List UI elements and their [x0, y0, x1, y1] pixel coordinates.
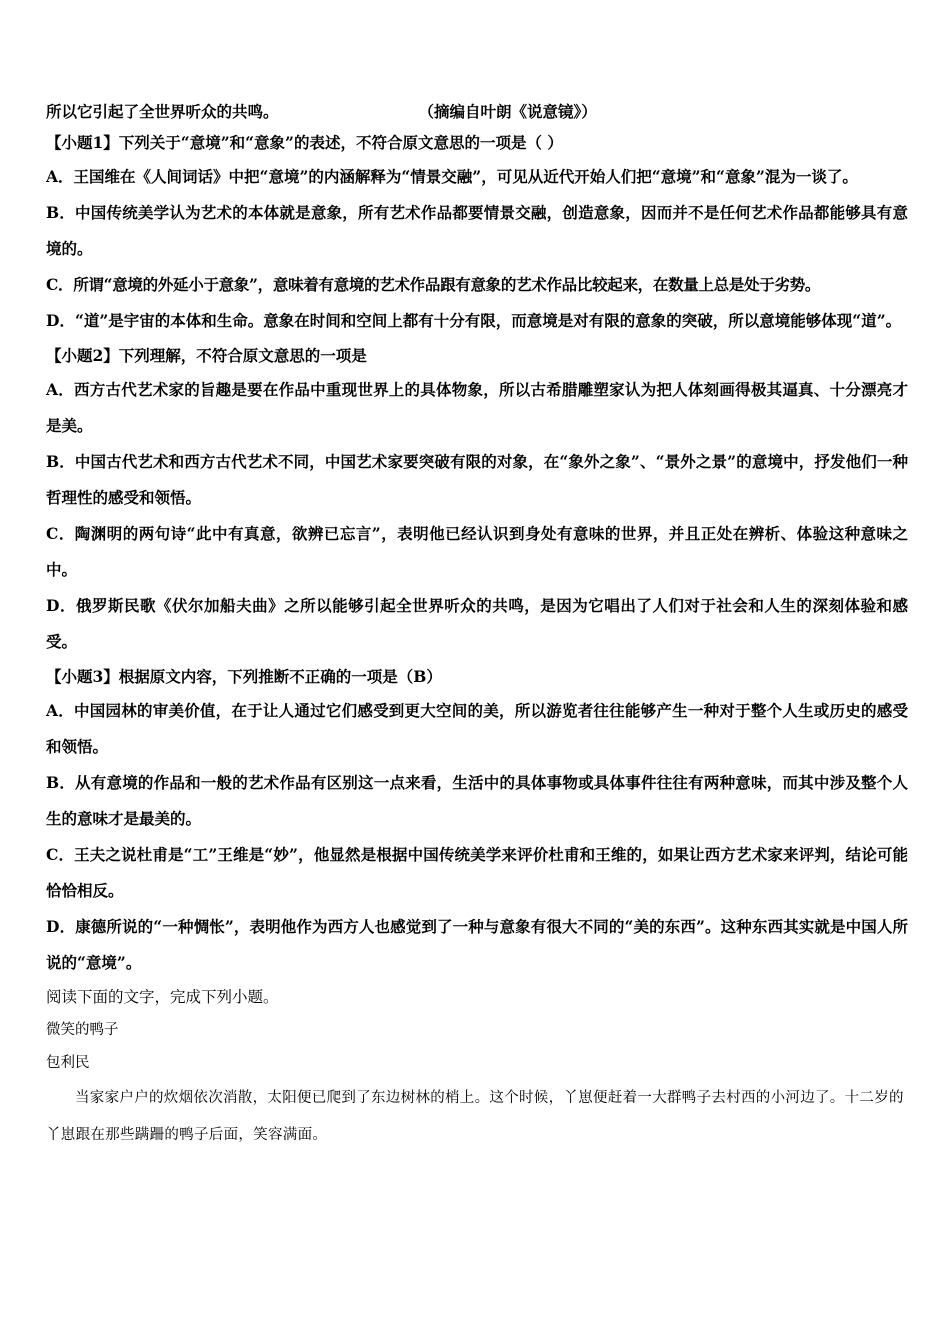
question-2-option-a: A．西方古代艺术家的旨趣是要在作品中重现世界上的具体物象，所以古希腊雕塑家认为把人体刻画得极其逼真、十分漂亮才是美。 [46, 380, 908, 435]
question-3-option-b: B．从有意境的作品和一般的艺术作品有区别这一点来看，生活中的具体事物或具体事件往往有两种意味，而其中涉及整个人生的意味才是最美的。 [46, 773, 908, 828]
question-3-stem: 【小题3】根据原文内容，下列推断不正确的一项是（B） [46, 667, 442, 686]
question-3-option-c: C．王夫之说杜甫是“工”王维是“妙”，他显然是根据中国传统美学来评价杜甫和王维的，如果让西方艺术家来评判，结论可能恰恰相反。 [46, 845, 908, 900]
question-1-option-b: B．中国传统美学认为艺术的本体就是意象，所有艺术作品都要情景交融，创造意象，因而并不是任何艺术作品都能够具有意境的。 [46, 203, 908, 258]
intro-closing-text: 所以它引起了全世界听众的共鸣。 [46, 102, 279, 121]
question-3-option-a: A．中国园林的审美价值，在于让人通过它们感受到更大空间的美，所以游览者往往能够产生一种对于整个人生或历史的感受和领悟。 [46, 701, 908, 756]
question-2-option-b: B．中国古代艺术和西方古代艺术不同，中国艺术家要突破有限的对象，在“象外之象”、“景外之景”的意境中，抒发他们一种哲理性的感受和领悟。 [46, 452, 908, 507]
question-1-option-d: D．“道”是宇宙的本体和生命。意象在时间和空间上都有十分有限，而意境是对有限的意象的突破，所以意境能够体现“道”。 [46, 311, 902, 330]
source-citation: （摘编自叶朗《说意镜》） [418, 102, 597, 121]
question-2-option-d: D．俄罗斯民歌《伏尔加船夫曲》之所以能够引起全世界听众的共鸣，是因为它唱出了人们对于社会和人生的深刻体验和感受。 [46, 596, 908, 651]
question-2-option-c: C．陶渊明的两句诗“此中有真意，欲辨已忘言”，表明他已经认识到身处有意味的世界，并且正处在辨析、体验这种意味之中。 [46, 524, 908, 579]
reading-instruction: 阅读下面的文字，完成下列小题。 [46, 988, 279, 1006]
passage-paragraph: 当家家户户的炊烟依次消散，太阳便已爬到了东边树林的梢上。这个时候，丫崽便赶着一大群鸭子去村西的小河边了。十二岁的丫崽跟在那些蹒跚的鸭子后面，笑容满面。 [46, 1090, 904, 1143]
question-1-option-a: A．王国维在《人间词话》中把“意境”的内涵解释为“情景交融”，可见从近代开始人们把“意境”和“意象”混为一谈了。 [46, 167, 858, 186]
question-1-stem: 【小题1】下列关于“意境”和“意象”的表述，不符合原文意思的一项是（ ） [46, 133, 563, 152]
question-2-stem: 【小题2】下列理解，不符合原文意思的一项是 [46, 346, 367, 365]
intro-line [46, 98, 908, 126]
document-page [46, 98, 908, 1154]
passage-author: 包利民 [46, 1055, 90, 1071]
passage-title: 微笑的鸭子 [46, 1022, 119, 1038]
question-3-option-d: D．康德所说的“一种惆怅”，表明他作为西方人也感觉到了一种与意象有很大不同的“美的东西”。这种东西其实就是中国人所说的“意境”。 [46, 917, 908, 972]
question-1-option-c: C．所谓“意境的外延小于意象”，意味着有意境的艺术作品跟有意象的艺术作品比较起来，在数量上总是处于劣势。 [46, 275, 821, 294]
